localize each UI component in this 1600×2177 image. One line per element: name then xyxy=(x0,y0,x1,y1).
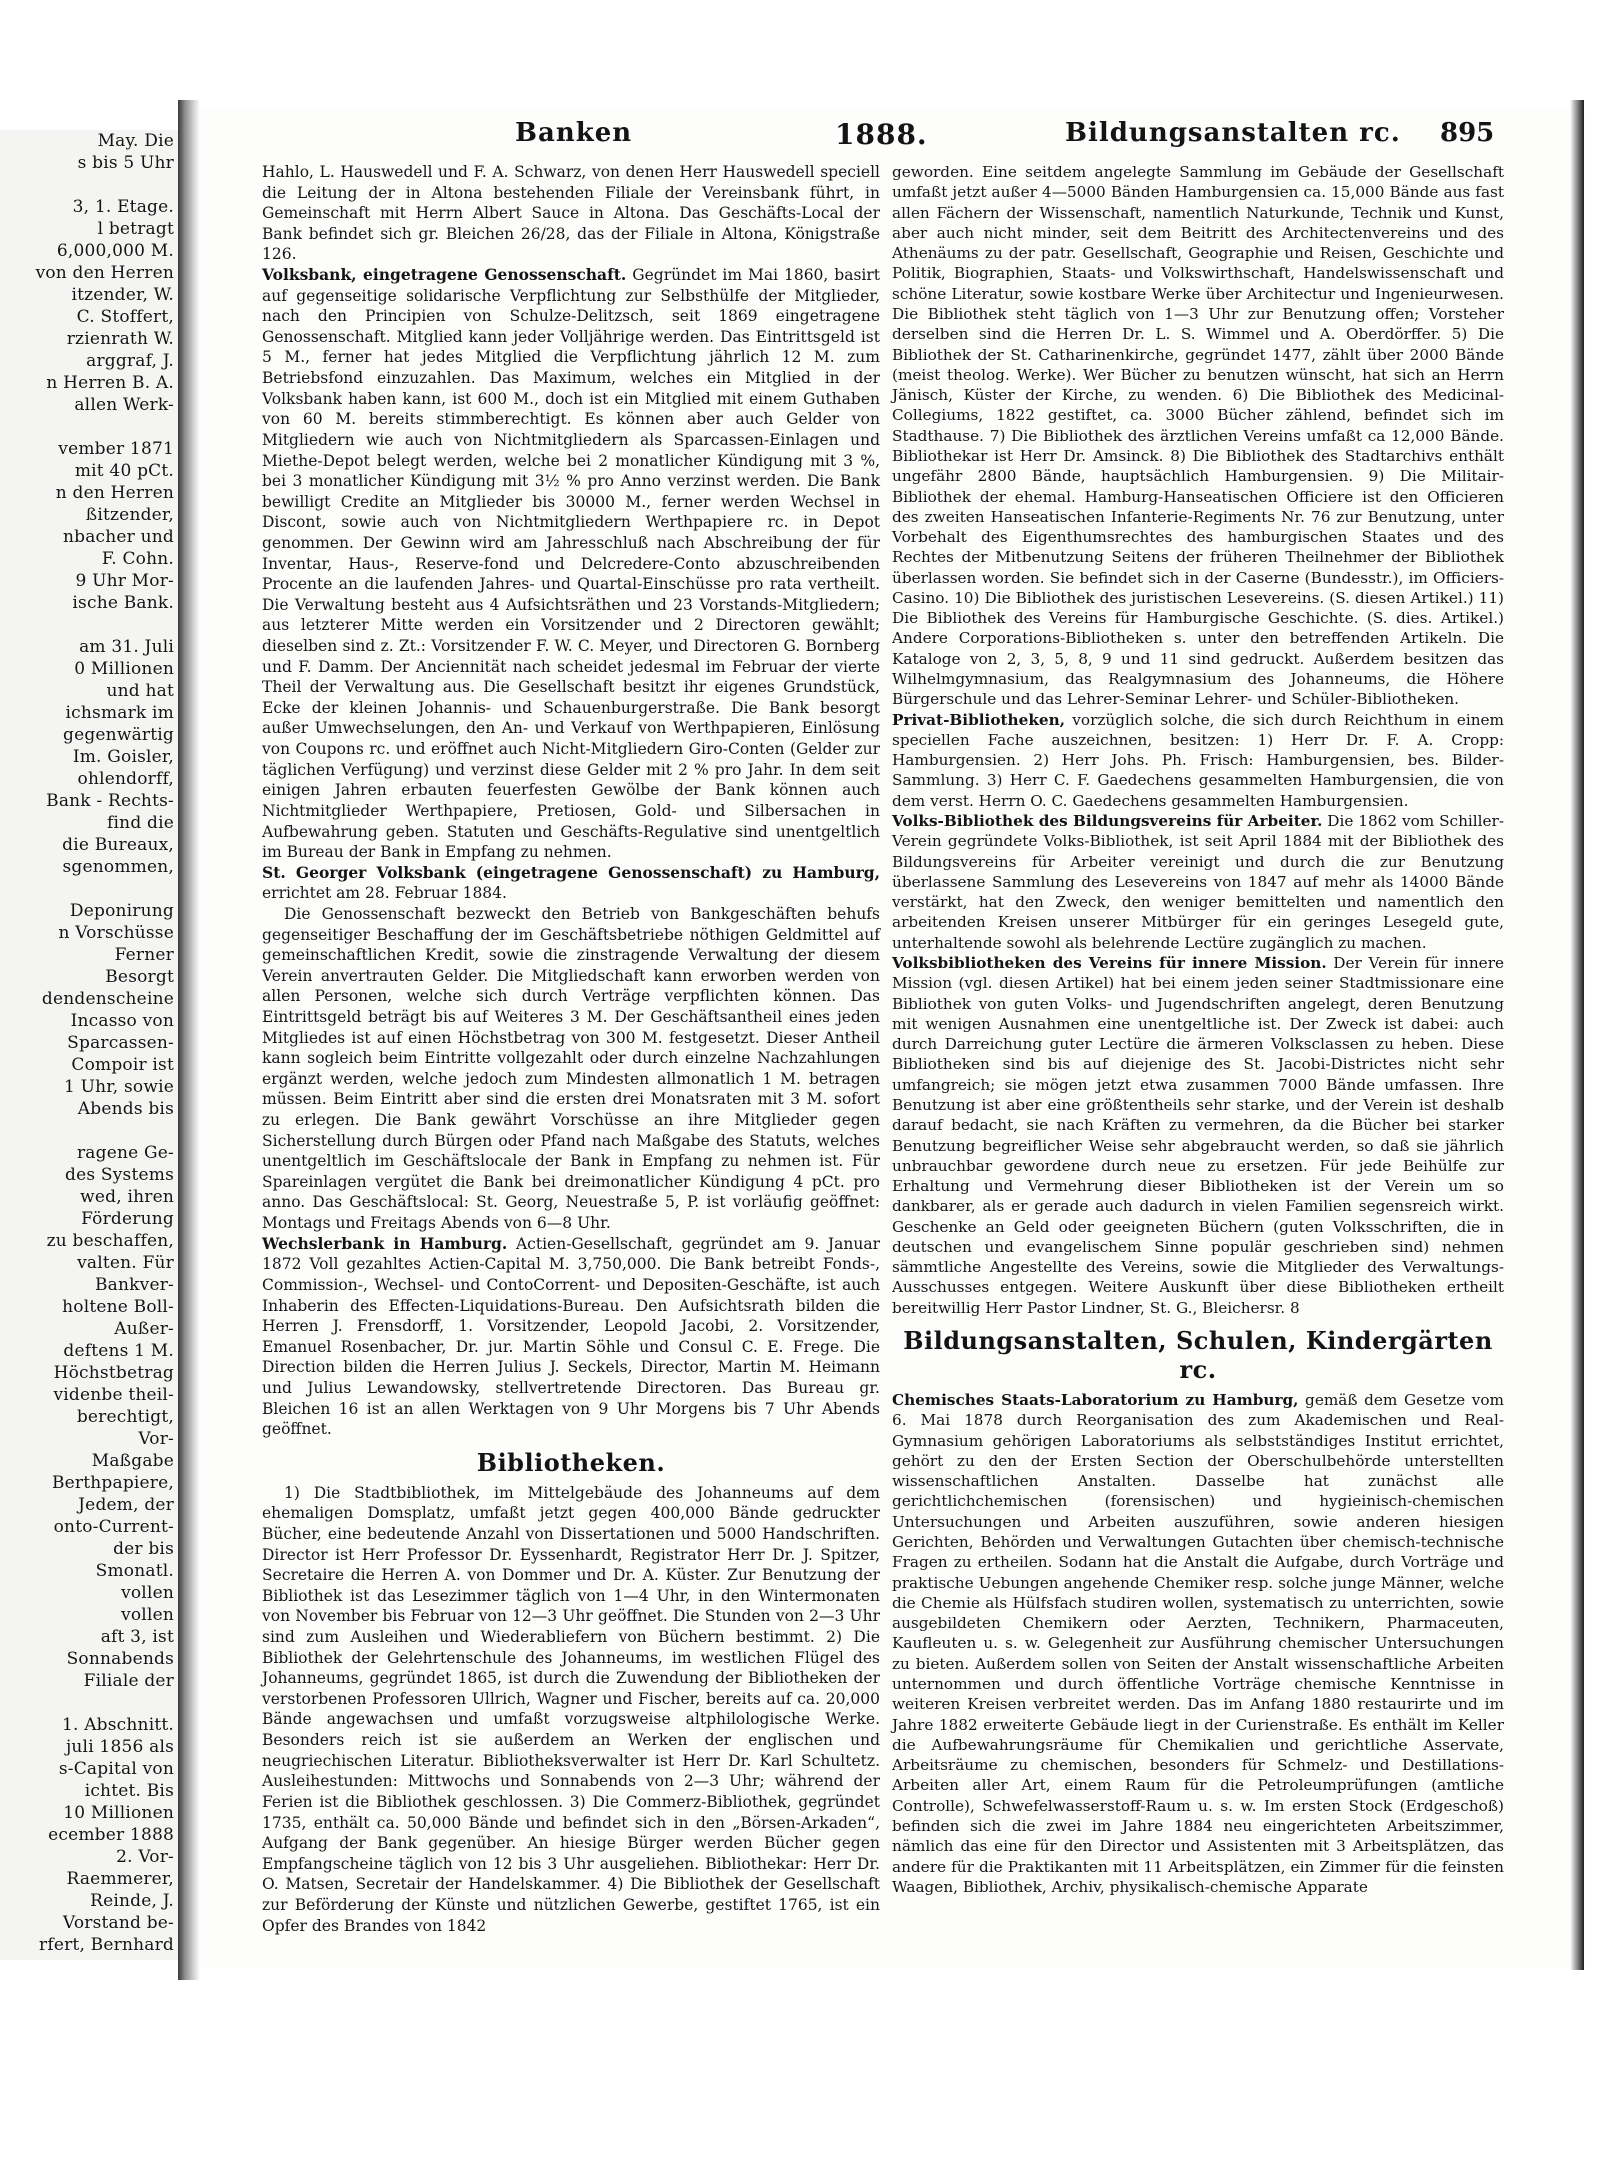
article-paragraph xyxy=(262,162,880,265)
prev-page-line: ragene Ge- xyxy=(76,1143,174,1163)
prev-page-line: find die xyxy=(107,813,174,833)
prev-page-line: gegenwärtig xyxy=(63,725,174,745)
left-text-column xyxy=(262,162,880,1936)
prev-page-line: n Vorschüsse xyxy=(58,923,174,943)
prev-page-line: vember 1871 xyxy=(58,439,174,459)
prev-page-line: arggraf, J. xyxy=(86,351,174,371)
article-paragraph xyxy=(892,953,1504,1318)
prev-page-line: onto-Current- xyxy=(53,1517,174,1537)
right-text-column xyxy=(892,162,1504,1897)
prev-page-line: ecember 1888 xyxy=(48,1825,174,1845)
prev-page-line: Ferner xyxy=(114,945,174,965)
prev-page-line: itzender, W. xyxy=(71,285,174,305)
article-paragraph xyxy=(892,811,1504,953)
prev-page-line: Raemmerer, xyxy=(66,1869,174,1889)
prev-page-line: deftens 1 M. xyxy=(63,1341,174,1361)
prev-page-line: s-Capital von xyxy=(58,1759,174,1779)
prev-page-line: Bank - Rechts- xyxy=(46,791,174,811)
entry-text: Die Genossenschaft bezweckt den Betrieb von Bankgeschäften behufs gegenseitiger Beschaffung der im Geschäftsbetriebe nöthigen Geldmittel auf gemeinschaftlichen Kredit, sowie die zinstragende Verwaltung der diesem Verein anvertrauten Gelder. Die Mitgliedschaft kann erworben werden von allen Personen, welche sich durch Verträge verpflichten können. Das Eintrittsgeld beträgt bis auf Weiteres 3 M. Der Geschäftsantheil eines jeden Mitgliedes ist auf einen Höchstbetrag von 300 M. festgesetzt. Dieser Antheil kann sogleich beim Eintritte vollgezahlt oder durch einzelne Nachzahlungen ergänzt werden, welche jedoch zum Mindesten allmonatlich 1 M. betragen müssen. Beim Eintritt aber sind die ersten drei Monatsraten mit 3 M. sofort zu erlegen. Die Bank gewährt Vorschüsse an ihre Mitglieder gegen Sicherstellung durch Bürgen oder Pfand nach Maßgabe des Statuts, welches unentgeltlich im Geschäftslocale der Bank in Empfang zu nehmen ist. Für Spareinlagen vergütet die Bank bei dreimonatlicher Kündigung 4 pCt. pro anno. Das Geschäftslocal: St. Georg, Neuestraße 5, P. ist vorläufig geöffnet: Montags und Freitags Abends von 6—8 Uhr. xyxy=(262,904,880,1233)
article-paragraph xyxy=(262,1483,880,1936)
entry-title: Volks-Bibliothek des Bildungsvereins für Arbeiter. xyxy=(892,812,1323,830)
prev-page-line: Berthpapiere, xyxy=(51,1473,174,1493)
prev-page-line: Sparcassen- xyxy=(67,1033,174,1053)
prev-page-line: Höchstbetrag xyxy=(53,1363,174,1383)
prev-page-line: von den Herren xyxy=(35,263,174,283)
prev-page-line: am 31. Juli xyxy=(79,637,174,657)
prev-page-line: 6,000,000 M. xyxy=(56,241,174,261)
prev-page-line: Compoir ist xyxy=(71,1055,174,1075)
prev-page-line: Incasso von xyxy=(70,1011,174,1031)
prev-page-line: allen Werk- xyxy=(74,395,174,415)
entry-title: Chemisches Staats-Laboratorium zu Hamburg, xyxy=(892,1391,1299,1410)
section-heading: Bibliotheken. xyxy=(476,1447,666,1477)
prev-page-line: 2. Vor- xyxy=(116,1847,174,1867)
prev-page-line: aft 3, ist xyxy=(100,1627,174,1647)
page-edge xyxy=(1570,100,1584,1970)
prev-page-line: rzienrath W. xyxy=(66,329,174,349)
prev-page-line: F. Cohn. xyxy=(101,549,174,569)
prev-page-line: Jedem, der xyxy=(78,1495,174,1515)
prev-page-line: juli 1856 als xyxy=(65,1737,174,1757)
entry-text: Die 1862 vom Schiller-Verein gegründete Volks-Bibliothek, ist seit April 1884 mit der Bibliothek des Bildungsvereins für Arbeiter vereinigt und durch die zur Benutzung überlassene Sammlung des Lesevereins von 1847 auf mehr als 14000 Bände verstärkt, hat den Zweck, den weniger bemittelten und namentlich den arbeitenden Kreisen unserer Mitbürger für ein geringes Lesegeld gute, unterhaltende sowohl als belehrende Lectüre zugänglich zu machen. xyxy=(892,812,1504,952)
prev-page-line: Förderung xyxy=(81,1209,174,1229)
entry-text: vorzüglich solche, die sich durch Reichthum in einem speciellen Fache auszeichnen, besitzen: 1) Herr Dr. F. A. Cropp: Hamburgensien. 2) Herr Johs. Ph. Frisch: Hamburgensien, bes. Bilder-Sammlung. 3) Herr C. F. Gaedechens gesammelten Hamburgensien, die von dem verst. Herrn O. C. Gaedechens gesammelten Hamburgensien. xyxy=(892,710,1504,810)
prev-page-line: Reinde, J. xyxy=(90,1891,174,1911)
prev-page-line: 9 Uhr Mor- xyxy=(75,571,174,591)
prev-page-line: ische Bank. xyxy=(72,593,174,613)
prev-page-line: Maßgabe xyxy=(91,1451,174,1471)
entry-text: Actien-Gesellschaft, gegründet am 9. Januar 1872 Voll gezahltes Actien-Capital M. 3,750,000. Die Bank betreibt Fonds-, Commission-, Wechsel- und ContoCorrent- und Depositen-Geschäfte, ist auch Inhaberin des Effecten-Liquidations-Bureau. Den Aufsichtsrath bilden die Herren J. Frensdorff, 1. Vorsitzender, Leopold Jacobi, 2. Vorsitzender, Emanuel Rosenbacher, Dr. jur. Martin Söhle und Consul C. E. Frege. Die Direction bilden die Herren Julius J. Seckels, Director, Martin M. Heimann und Julius Lewandowsky, stellvertretende Directoren. Das Bureau gr. Bleichen 16 ist an allen Werktagen von 9 Uhr Morgens bis 7 Uhr Abends geöffnet. xyxy=(262,1234,880,1439)
article-paragraph xyxy=(892,1390,1504,1897)
prev-page-line: des Systems xyxy=(65,1165,174,1185)
article-paragraph xyxy=(262,863,880,904)
prev-page-line: zu beschaffen, xyxy=(46,1231,174,1251)
prev-page-line: 1 Uhr, sowie xyxy=(64,1077,174,1097)
prev-page-line: und hat xyxy=(106,681,174,701)
prev-page-line: s bis 5 Uhr xyxy=(77,153,174,173)
header-section-title: Banken xyxy=(515,118,633,148)
entry-title: Volksbank, eingetragene Genossenschaft. xyxy=(262,265,627,285)
prev-page-line: Besorgt xyxy=(105,967,174,987)
entry-text: Hahlo, L. Hauswedell und F. A. Schwarz, von denen Herr Hauswedell speciell die Leitung der in Altona bestehenden Filiale der Vereinsbank führt, in Gemeinschaft mit Herrn Albert Sauce in Altona. Das Geschäfts-Local der Bank befindet sich gr. Bleichen 26/28, das der Filiale in Altona, Königstraße 126. xyxy=(262,163,880,264)
entry-text: geworden. Eine seitdem angelegte Sammlung im Gebäude der Gesellschaft umfaßt jetzt außer 4—5000 Bänden Hamburgensien ca. 15,000 Bände aus fast allen Fächern der Wissenschaft, namentlich Naturkunde, Technik und Kunst, aber auch nicht minder, seit dem Beitritt des Architectenvereins und des Athenäums zu der patr. Gesellschaft, Geographie und Reisen, Geschichte und Politik, Biographien, Staats- und Volkswirthschaft, Handelswissenschaft und schöne Literatur, sowie kostbare Werke über Architectur und Ingenieurwesen. Die Bibliothek steht täglich von 1—3 Uhr zur Benutzung offen; Vorsteher derselben sind die Herren Dr. L. S. Wimmel und A. Oberdörffer. 5) Die Bibliothek der St. Catharinenkirche, gegründet 1477, zählt über 2000 Bände (meist theolog. Werke). Wer Bücher zu benutzen wünscht, hat sich an Herrn Jänisch, Küster der Kirche, zu wenden. 6) Die Bibliothek des Medicinal-Collegiums, 1822 gestiftet, ca. 3000 Bücher zählend, befindet sich im Stadthause. 7) Die Bibliothek des ärztlichen Vereins umfaßt ca 12,000 Bände. Bibliothekar ist Herr Dr. Amsinck. 8) Die Bibliothek des Stadtarchivs enthält ungefähr 2800 Bände, hauptsächlich Hamburgensien. 9) Die Militair-Bibliothek der ehemal. Hamburg-Hanseatischen Officiere ist den Officieren des zweiten Hanseatischen Infanterie-Regiments Nr. 76 zur Benutzung, unter Vorbehalt des Eigenthumsrechtes des hamburgischen Staates und des Rechtes der Mitbenutzung Seitens der früheren Theilnehmer der Bibliothek überlassen worden. Sie befindet sich in der Caserne (Bundesstr.), im Officiers-Casino. 10) Die Bibliothek des juristischen Lesevereins. (S. diesen Artikel.) 11) Die Bibliothek des Vereins für Hamburgische Geschichte. (S. dies. Artikel.) Andere Corporations-Bibliotheken s. unter den betreffenden Artikeln. Die Kataloge von 2, 3, 5, 8, 9 und 11 sind gedruckt. Außerdem besitzen das Wilhelmgymnasium, das Realgymnasium des Johanneums, die Höhere Bürgerschule und das Lehrer-Seminar Lehrer- und Schüler-Bibliotheken. xyxy=(892,163,1504,709)
entry-title: Privat-Bibliotheken, xyxy=(892,710,1066,729)
prev-page-line: wed, ihren xyxy=(80,1187,174,1207)
prev-page-line: n Herren B. A. xyxy=(46,373,174,393)
prev-page-line: der bis xyxy=(113,1539,174,1559)
prev-page-line: valten. Für xyxy=(77,1253,174,1273)
prev-page-line: ichsmark im xyxy=(65,703,174,723)
header-year: 1888. xyxy=(835,118,928,151)
prev-page-line: Bankver- xyxy=(94,1275,174,1295)
prev-page-line: ßitzender, xyxy=(85,505,174,525)
prev-page-line: videnbe theil- xyxy=(53,1385,174,1405)
entry-text: Der Verein für innere Mission (vgl. diesen Artikel) hat bei einem jeden seiner Stadtmissionare eine Bibliothek von guten Volks- und Jugendschriften angelegt, deren Benutzung mit wenigen Ausnahmen eine unentgeltliche ist. Der Zweck ist dabei: auch durch Darreichung guter Lectüre die ärmeren Volksclassen zu heben. Diese Bibliotheken sind bis auf diejenige des St. Jacobi-Districtes nicht sehr umfangreich; sie mögen jetzt etwa zusammen 7000 Bände umfassen. Ihre Benutzung ist aber eine größtentheils sehr starke, und der Verein ist deshalb darauf bedacht, sie nach Kräften zu vermehren, da die Bücher bei starker Benutzung begreiflicher Weise sehr abgebraucht werden, so daß sie jährlich unbrauchbar gewordene durch neue zu ersetzen. Für jede Beihülfe zur Erhaltung und Vermehrung dieser Bibliotheken ist der Verein um so dankbarer, als er gerade auch dadurch in vielen Familien segensreich wirkt. Geschenke an Geld oder geeigneten Büchern (guten Volksschriften, die in deutschen und evangelischem Sinne populär geschrieben sind) nehmen sämmtliche Angestellte des Vereins, sowie die Mitglieder des Verwaltungs-Ausschusses entgegen. Weitere Auskunft über diese Bibliotheken ertheilt bereitwillig Herr Pastor Lindner, St. G., Bleichersr. 8 xyxy=(892,953,1505,1317)
prev-page-line: sgenommen, xyxy=(62,857,174,877)
prev-page-line: vollen xyxy=(121,1605,174,1625)
prev-page-line: berechtigt, xyxy=(76,1407,174,1427)
prev-page-line: C. Stoffert, xyxy=(76,307,174,327)
entry-title: Volksbibliotheken des Vereins für innere Mission. xyxy=(892,953,1327,972)
prev-page-line: Vorstand be- xyxy=(62,1913,174,1933)
prev-page-line: die Bureaux, xyxy=(62,835,174,855)
article-paragraph xyxy=(892,710,1504,811)
prev-page-line: Smonatl. xyxy=(95,1561,174,1581)
prev-page-line: ohlendorff, xyxy=(77,769,174,789)
book-gutter xyxy=(178,100,200,1980)
prev-page-line: Sonnabends xyxy=(66,1649,174,1669)
prev-page-line: 1. Abschnitt. xyxy=(61,1715,174,1735)
prev-page-line: dendenscheine xyxy=(41,989,174,1009)
prev-page-line: rfert, Bernhard xyxy=(39,1935,174,1955)
header-section-title-right: Bildungsanstalten rc. xyxy=(1065,118,1401,148)
article-paragraph xyxy=(262,1234,880,1440)
entry-title: St. Georger Volksbank (eingetragene Genossenschaft) zu Hamburg, xyxy=(262,862,880,882)
prev-page-line: 3, 1. Etage. xyxy=(72,197,174,217)
article-paragraph xyxy=(892,162,1504,710)
prev-page-line: ichtet. Bis xyxy=(84,1781,174,1801)
prev-page-line: l betragt xyxy=(97,219,174,239)
previous-page-fragment xyxy=(0,130,178,1960)
entry-title: Wechslerbank in Hamburg. xyxy=(262,1233,508,1253)
article-paragraph xyxy=(262,904,880,1234)
prev-page-line: holtene Boll- xyxy=(62,1297,174,1317)
prev-page-line: Außer- xyxy=(114,1319,174,1339)
entry-text: gemäß dem Gesetze vom 6. Mai 1878 durch Reorganisation des zum Akademischen und Real-Gymnasium gehörigen Laboratoriums als selbstständiges Institut errichtet, gehört zu den der Ersten Section der Oberschulbehörde unterstellten wissenschaftlichen Anstalten. Dasselbe hat zunächst alle gerichtlichchemischen (forensischen) und hygieinisch-chemischen Untersuchungen und Arbeiten auszuführen, sowie anderen hiesigen Gerichten, Behörden und Verwaltungen Gutachten über chemisch-technische Fragen zu ertheilen. Sodann hat die Anstalt die Aufgabe, durch Vorträge und praktische Uebungen angehende Chemiker resp. solche junge Männer, welche die Chemie als Hülfsfach studiren wollen, systematisch zu unterrichten, sowie ausgebildeten Chemikern oder Aerzten, Technikern, Pharmaceuten, Kaufleuten u. s. w. Gelegenheit zur Ausführung chemischer Untersuchungen zu bieten. Außerdem sollen von Seiten der Anstalt wissenschaftliche Arbeiten unternommen und durch öffentliche Vorträge chemische Kenntnisse in weiteren Kreisen verbreitet werden. Das im Anfang 1880 restaurirte und im Jahre 1882 erweiterte Gebäude liegt in der Curienstraße. Es enthält im Keller die Aufbewahrungsräume für Chemikalien und gerichtliche Asservate, Arbeitsräume zu chemischen, besonders für Schmelz- und Destillations-Arbeiten aller Art, einem Raum für die Petroleumprüfungen (amtliche Controlle), Schwefelwasserstoff-Raum u. s. w. Im ersten Stock (Erdgeschoß) befinden sich die zwei im Jahre 1884 neu eingerichteten Arbeitszimmer, nämlich das eine für den Director und Assistenten mit 3 Arbeitsplätzen, das andere für die Praktikanten mit 11 Arbeitsplätzen, ein Zimmer für die feinsten Waagen, Bibliothek, Archiv, physikalisch-chemische Apparate xyxy=(892,1391,1504,1896)
prev-page-line: Filiale der xyxy=(83,1671,174,1691)
prev-page-line: Im. Goisler, xyxy=(72,747,174,767)
prev-page-line: Abends bis xyxy=(77,1099,174,1119)
entry-text: Gegründet im Mai 1860, basirt auf gegenseitige solidarische Verpflichtung zur Selbsthülfe der Mitglieder, nach den Principien von Schulze-Delitzsch, seit 1869 eingetragene Genossenschaft. Mitglied kann jeder Volljährige werden. Das Eintrittsgeld ist 5 M., ferner hat jedes Mitglied die Verpflichtung jährlich 12 M. zum Betriebsfond einzuzahlen. Das Maximum, welches ein Mitglied in der Volksbank haben kann, ist 600 M., doch ist ein Mitglied mit einem Guthaben von 60 M. bereits stimmberechtigt. Es können aber auch Gelder von Mitgliedern wie auch von Nichtmitgliedern als Sparcassen-Einlagen und Miethe-Depot belegt werden, welche bei 2 monatlicher Kündigung mit 3 %, bei 3 monatlicher Kündigung mit 3½ % pro Anno verzinst werden. Die Bank bewilligt Credite an Mitglieder bis 30000 M., ferner werden Wechsel in Discont, sowie auch von Nichtmitgliedern Werthpapiere rc. in Depot genommen. Der Gewinn wird am Jahresschluß nach Abschreibung der für Inventar, Haus-, Reserve-fond und Delcredere-Conto abzuschreibenden Procente an die laufenden Jahres- und Quartal-Einschüsse pro rata vertheilt. Die Verwaltung besteht aus 4 Aufsichtsräthen und 23 Vorstands-Mitgliedern; aus letzterer Mitte werden ein Vorsitzender und 2 Directoren gewählt; dieselben sind z. Zt.: Vorsitzender F. W. C. Meyer, und Directoren G. Bornberg und F. Damm. Der Anciennität nach scheidet jedesmal im Februar der vierte Theil der Verwaltung aus. Die Gesellschaft besitzt ihr eigenes Grundstück, Ecke der kleinen Johannis- und Schauenburgerstraße. Die Bank besorgt außer Umwechselungen, den An- und Verkauf von Werthpapieren, Einlösung von Coupons rc. und eröffnet auch Nicht-Mitgliedern Giro-Conten (Gelder zur täglichen Verfügung) und verzinst diese Gelder mit 2 % pro Jahr. In dem seit einigen Jahren erbauten feuerfesten Gewölbe der Bank können auch Nichtmitglieder Werthpapiere, Pretiosen, Gold- und Silbersachen in Aufbewahrung geben. Statuten und Geschäfts-Regulative sind unentgeltlich im Bureau der Bank in Empfang zu nehmen. xyxy=(262,266,880,862)
prev-page-line: vollen xyxy=(121,1583,174,1603)
prev-page-line: mit 40 pCt. xyxy=(74,461,174,481)
prev-page-line: 0 Millionen xyxy=(74,659,174,679)
section-heading: Bildungsanstalten, Schulen, Kindergärten rc. xyxy=(903,1326,1493,1385)
prev-page-line: May. Die xyxy=(97,131,174,151)
prev-page-line: Vor- xyxy=(138,1429,174,1449)
prev-page-line: Deponirung xyxy=(69,901,174,921)
page-number: 895 xyxy=(1440,118,1495,148)
article-paragraph xyxy=(262,265,880,863)
prev-page-line: nbacher und xyxy=(62,527,174,547)
entry-text: errichtet am 28. Februar 1884. xyxy=(262,884,507,903)
prev-page-line: 10 Millionen xyxy=(63,1803,174,1823)
prev-page-line: n den Herren xyxy=(55,483,174,503)
entry-text: 1) Die Stadtbibliothek, im Mittelgebäude des Johanneums auf dem ehemaligen Domsplatz, umfaßt jetzt gegen 400,000 Bände gedruckter Bücher, eine bedeutende Anzahl von Dissertationen und 5000 Handschriften. Director ist Herr Professor Dr. Eyssenhardt, Registrator Herr Dr. J. Spitzer, Secretaire die Herren A. von Dommer und Dr. A. Küster. Zur Benutzung der Bibliothek ist das Lesezimmer täglich von 1—4 Uhr, in den Wintermonaten von November bis Februar von 12—3 Uhr geöffnet. Die Stunden von 2—3 Uhr sind zum Ausleihen und Wiederabliefern von Büchern bestimmt. 2) Die Bibliothek der Gelehrtenschule des Johanneums, im westlichen Flügel des Johanneums, gegründet 1865, ist durch die Zuwendung der Bibliotheken der verstorbenen Professoren Ullrich, Wagner und Fischer, bereits auf ca. 20,000 Bände angewachsen und umfaßt vorzugsweise altphilologische Werke. Besonders reich ist sie außerdem an Werken der englischen und neugriechischen Literatur. Bibliotheksverwalter ist Herr Dr. Karl Schultetz. Ausleihestunden: Mittwochs und Sonnabends von 2—3 Uhr; während der Ferien ist die Bibliothek geschlossen. 3) Die Commerz-Bibliothek, gegründet 1735, enthält ca. 50,000 Bände und befindet sich in den „Börsen-Arkaden“, Aufgang der Bank gegenüber. An hiesige Bürger werden Bücher gegen Empfangscheine täglich von 12 bis 3 Uhr ausgeliehen. Bibliothekar: Herr Dr. O. Matsen, Secretair der Handelskammer. 4) Die Bibliothek der Gesellschaft zur Beförderung der Künste und nützlichen Gewerbe, gestiftet 1765, ist ein Opfer des Brandes von 1842 xyxy=(262,1483,880,1935)
running-header xyxy=(255,118,1495,158)
